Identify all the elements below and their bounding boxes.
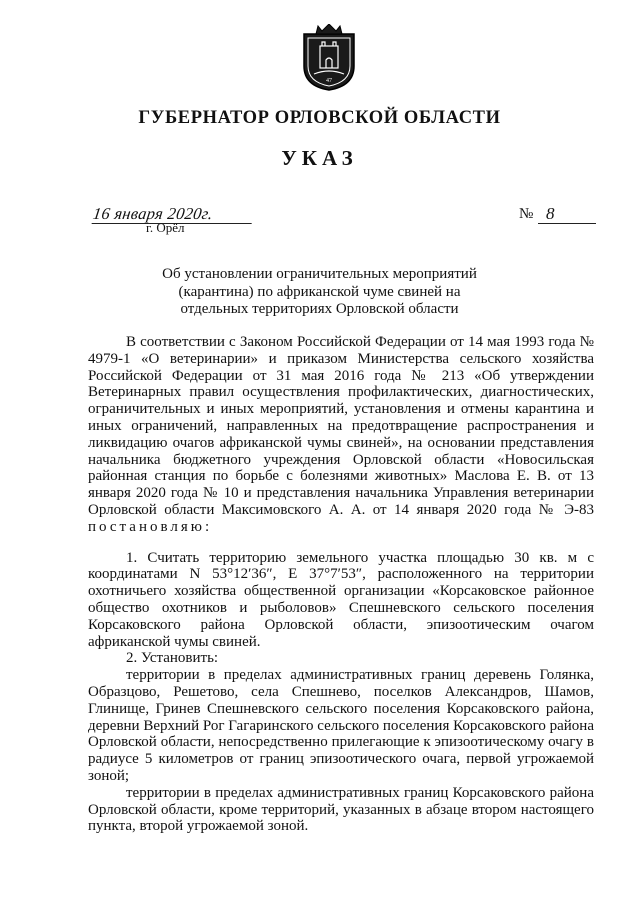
preamble-text: В соответствии с Законом Российской Федерации от 14 мая 1993 года № 4979-1 «О ветеринарии» и приказом Министерства сельского хозяйства Российской Федерации от 31 мая 2016 года № 213 «Об утверждении Ветеринарных правил осуществления профилактических, диагностических, ограничительных и иных мероприятий, установления и отмены карантина и иных ограничений, направленных на предотвращение распространения и ликвидацию очагов африканской чумы свиней», на основании представления начальника бюджетного учреждения Орловской области «Новосильская районная станция по борьбе с болезнями животных» Маслова Е. В. от 13 января 2020 года № 10 и представления начальника Управления ветеринарии Орловской области Максимовского А. А. от 14 января 2020 года № Э-83 (88, 334, 594, 518)
decree-body (88, 334, 594, 835)
document-type: УКАЗ (281, 146, 358, 170)
decree-verb: постановляю: (88, 518, 213, 535)
item-2: 2. Установить: (126, 650, 219, 667)
preamble-paragraph (88, 334, 594, 536)
issuer-title: ГУБЕРНАТОР ОРЛОВСКОЙ ОБЛАСТИ (138, 108, 501, 128)
decree-title: Об установлении ограничительных мероприятий (карантина) по африканской чуме свиней на отдельных территориях Орловской области (162, 266, 477, 317)
svg-text:47: 47 (326, 78, 332, 84)
coat-of-arms-icon (300, 24, 358, 92)
number-handwritten: 8 (538, 204, 596, 224)
number-label: № (519, 206, 534, 222)
item-2-paragraph-b: территории в пределах административных границ Корсаковского района Орловской области, кроме территорий, указанных в абзаце втором настоящего пункта, второй угрожаемой зоной. (88, 784, 594, 835)
item-2-paragraph-a: территории в пределах административных границ деревень Голянка, Образцово, Решетово, села Спешнево, поселков Александров, Шамов, Глинище, Гринев Спешневского сельского поселения Корсаковского района, деревни Верхний Рог Гагаринского сельского поселения Корсаковского района Орловской области, непосредственно прилегающие к эпизоотическому очагу в радиусе 5 километров от границ эпизоотического очага, первой угрожаемой зоной; (88, 667, 594, 784)
date-handwritten: 16 января 2020г. (92, 204, 255, 224)
city-label: г. Орёл (146, 220, 185, 235)
item-1: 1. Считать территорию земельного участка площадью 30 кв. м с координатами N 53°12′36″, E 37°7′53″, расположенного на территории охотничьего хозяйства общественной организации «Корсаковское районное общество охотников и рыболовов» Спешневского сельского поселения Корсаковского района Орловской области, эпизоотическим очагом африканской чумы свиней. (88, 549, 594, 650)
